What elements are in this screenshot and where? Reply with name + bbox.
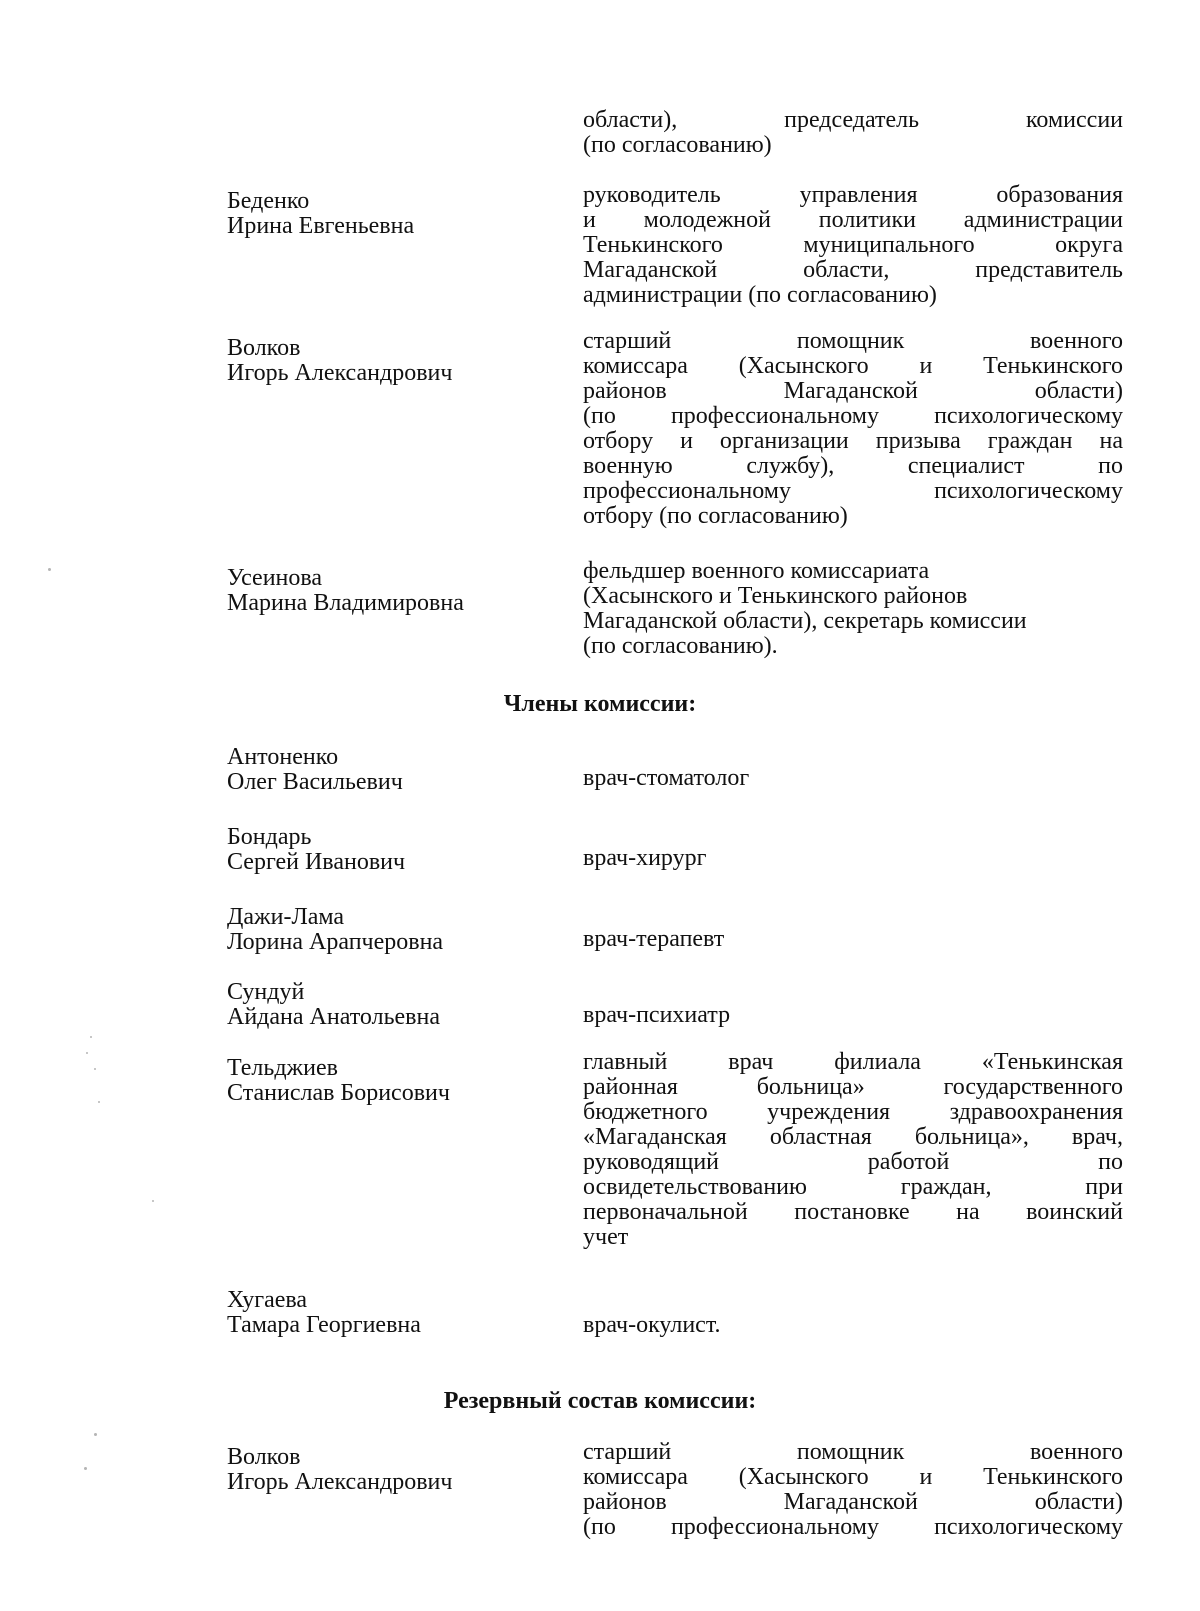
member-description-line: врач-терапевт — [583, 926, 725, 952]
member-description-line: отбору и организации призыва граждан на — [583, 428, 1123, 454]
member-description-line: руководящий работой по — [583, 1149, 1123, 1175]
members-heading: Члены комиссии: — [503, 691, 697, 717]
member-description-line: администрации (по согласованию) — [583, 282, 937, 308]
member-given-names: Сергей Иванович — [227, 849, 406, 875]
member-surname: Тельджиев — [227, 1055, 338, 1081]
member-description-line: «Магаданская областная больница», врач, — [583, 1124, 1123, 1150]
member-surname: Сундуй — [227, 979, 305, 1005]
member-description-line: (по профессиональному психологическому — [583, 1514, 1123, 1540]
member-given-names: Ирина Евгеньевна — [227, 213, 415, 239]
member-given-names: Айдана Анатольевна — [227, 1004, 440, 1030]
member-description-line: районов Магаданской области) — [583, 378, 1123, 404]
member-description-line: отбору (по согласованию) — [583, 503, 848, 529]
reserve-heading: Резервный состав комиссии: — [443, 1388, 757, 1414]
member-description-line: старший помощник военного — [583, 1439, 1123, 1465]
scan-speck — [84, 1467, 87, 1470]
member-description-line: Магаданской области), секретарь комиссии — [583, 608, 1027, 634]
member-given-names: Игорь Александрович — [227, 360, 453, 386]
member-description-line: комиссара (Хасынского и Тенькинского — [583, 1464, 1123, 1490]
member-description-line: учет — [583, 1224, 629, 1250]
member-description-line: (по согласованию) — [583, 132, 772, 158]
member-description-line: врач-стоматолог — [583, 765, 750, 791]
member-surname: Антоненко — [227, 744, 339, 770]
member-description-line: руководитель управления образования — [583, 182, 1123, 208]
scan-speck — [94, 1068, 96, 1070]
member-description-line: врач-окулист. — [583, 1312, 721, 1338]
member-given-names: Игорь Александрович — [227, 1469, 453, 1495]
member-given-names: Олег Васильевич — [227, 769, 403, 795]
member-description-line: врач-психиатр — [583, 1002, 731, 1028]
member-description-line: врач-хирург — [583, 845, 707, 871]
member-given-names: Лорина Арапчеровна — [227, 929, 444, 955]
scan-speck — [90, 1036, 92, 1038]
scan-speck — [98, 1101, 100, 1103]
member-surname: Дажи-Лама — [227, 904, 345, 930]
member-description-line: (Хасынского и Тенькинского районов — [583, 583, 968, 609]
member-description-line: старший помощник военного — [583, 328, 1123, 354]
member-description-line: освидетельствованию граждан, при — [583, 1174, 1123, 1200]
member-given-names: Марина Владимировна — [227, 590, 464, 616]
member-description-line: районов Магаданской области) — [583, 1489, 1123, 1515]
member-description-line: главный врач филиала «Тенькинская — [583, 1049, 1123, 1075]
member-description-line: профессиональному психологическому — [583, 478, 1123, 504]
member-description-line: (по профессиональному психологическому — [583, 403, 1123, 429]
member-description-line: военную службу), специалист по — [583, 453, 1123, 479]
member-description-line: Тенькинского муниципального округа — [583, 232, 1123, 258]
member-description-line: (по согласованию). — [583, 633, 778, 659]
member-given-names: Тамара Георгиевна — [227, 1312, 421, 1338]
member-given-names: Станислав Борисович — [227, 1080, 450, 1106]
member-description-line: первоначальной постановке на воинский — [583, 1199, 1123, 1225]
member-description-line: районная больница» государственного — [583, 1074, 1123, 1100]
member-surname: Усеинова — [227, 565, 323, 591]
member-description-line: области), председатель комиссии — [583, 107, 1123, 133]
member-surname: Беденко — [227, 188, 310, 214]
member-description-line: бюджетного учреждения здравоохранения — [583, 1099, 1123, 1125]
member-surname: Бондарь — [227, 824, 312, 850]
scan-speck — [94, 1433, 97, 1436]
member-description-line: комиссара (Хасынского и Тенькинского — [583, 353, 1123, 379]
scan-speck — [86, 1052, 88, 1054]
member-surname: Волков — [227, 335, 301, 361]
member-description-line: и молодежной политики администрации — [583, 207, 1123, 233]
scan-speck — [48, 568, 51, 571]
member-surname: Хугаева — [227, 1287, 308, 1313]
member-surname: Волков — [227, 1444, 301, 1470]
member-description-line: Магаданской области, представитель — [583, 257, 1123, 283]
scan-speck — [152, 1200, 154, 1202]
member-description-line: фельдшер военного комиссариата — [583, 558, 930, 584]
